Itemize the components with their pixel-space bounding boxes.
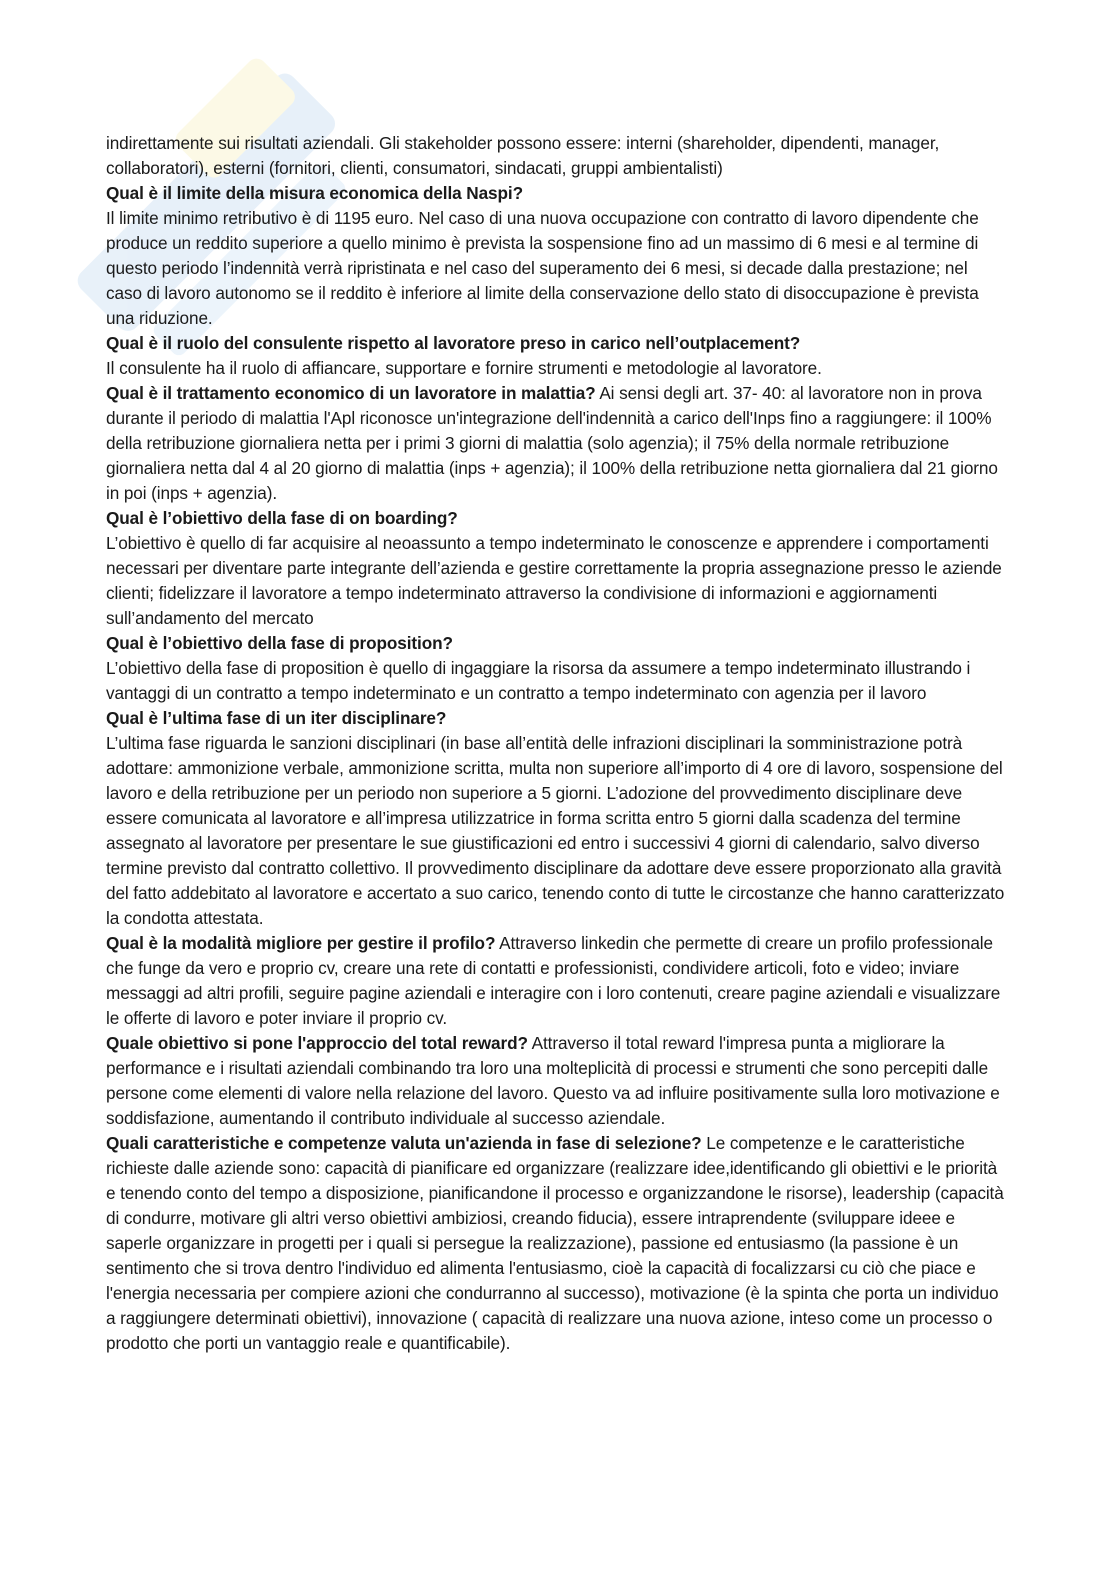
qa-block (106, 1031, 1008, 1131)
qa-block (106, 631, 1008, 706)
document-body (106, 131, 1008, 1356)
answer-text: Il limite minimo retributivo è di 1195 euro. Nel caso di una nuova occupazione con contratto di lavoro dipendente che produce un reddito superiore a quello minimo è prevista la sospensione fino ad un massimo di 6 mesi e al termine di questo periodo l’indennità verrà ripristinata e nel caso del superamento dei 6 mesi, si decade dalla prestazione; nel caso di lavoro autonomo se il reddito è inferiore al limite della conservazione dello stato di disoccupazione è prevista una riduzione. (106, 208, 979, 328)
question-text: Qual è l’obiettivo della fase di on boarding? (106, 508, 458, 528)
answer-text: Attraverso il total reward l'impresa punta a migliorare la performance e i risultati aziendali combinando tra loro una molteplicità di processi e strumenti che sono percepiti dalle persone come elementi di valore nella relazione del lavoro. Questo va ad influire positivamente sulla loro motivazione e soddisfazione, aumentando il contributo individuale al successo aziendale. (106, 1033, 1000, 1128)
qa-block (106, 931, 1008, 1031)
qa-block (106, 1131, 1008, 1356)
qa-block (106, 506, 1008, 631)
qa-block (106, 381, 1008, 506)
answer-text: Le competenze e le caratteristiche richieste dalle aziende sono: capacità di pianificare ed organizzare (realizzare idee,identificando gli obiettivi e le priorità e tenendo conto del tempo a disposizione, pianificandone il processo e organizzandone le risorse), leadership (capacità di condurre, motivare gli altri verso obiettivi ambiziosi, creando fiducia), essere intraprendente (sviluppare ideee e saperle organizzare in progetti per i quali si persegue la realizzazione), passione ed entusiasmo (la passione è un sentimento che si trova dentro l'individuo ed alimenta l'entusiasmo, cioè la capacità di focalizzarsi cu ciò che piace e l'energia necessaria per compiere azioni che condurranno al successo), motivazione (è la spinta che porta un individuo a raggiungere determinati obiettivi), innovazione ( capacità di realizzare una nuova azione, inteso come un processo o prodotto che porti un vantaggio reale e quantificabile). (106, 1133, 1004, 1353)
question-text: Qual è il limite della misura economica della Naspi? (106, 183, 523, 203)
question-text: Qual è l’obiettivo della fase di proposition? (106, 633, 453, 653)
question-text: Quale obiettivo si pone l'approccio del total reward? (106, 1033, 528, 1053)
question-text: Qual è l’ultima fase di un iter disciplinare? (106, 708, 447, 728)
answer-text: Ai sensi degli art. 37- 40: al lavoratore non in prova durante il periodo di malattia l'Apl riconosce un'integrazione dell'indennità a carico dell'Inps fino a raggiungere: il 100% della retribuzione giornaliera netta per i primi 3 giorni di malattia (solo agenzia); il 75% della normale retribuzione giornaliera netta dal 4 al 20 giorno di malattia (inps + agenzia); il 100% della retribuzione netta giornaliera dal 21 giorno in poi (inps + agenzia). (106, 383, 998, 503)
intro-paragraph: indirettamente sui risultati aziendali. Gli stakeholder possono essere: interni (shareholder, dipendenti, manager, collaboratori), esterni (fornitori, clienti, consumatori, sindacati, gruppi ambientalisti) (106, 133, 940, 178)
answer-text: L’obiettivo è quello di far acquisire al neoassunto a tempo indeterminato le conoscenze e apprendere i comportamenti necessari per diventare parte integrante dell’azienda e gestire correttamente la propria assegnazione presso le aziende clienti; fidelizzare il lavoratore a tempo indeterminato attraverso la condivisione di informazioni e aggiornamenti sull’andamento del mercato (106, 533, 1002, 628)
qa-block (106, 181, 1008, 331)
answer-text: Il consulente ha il ruolo di affiancare, supportare e fornire strumenti e metodologie al lavoratore. (106, 358, 822, 378)
qa-block (106, 331, 1008, 381)
answer-text: L’obiettivo della fase di proposition è quello di ingaggiare la risorsa da assumere a tempo indeterminato illustrando i vantaggi di un contratto a tempo indeterminato e un contratto a tempo indeterminato con agenzia per il lavoro (106, 658, 971, 703)
answer-text: Attraverso linkedin che permette di creare un profilo professionale che funge da vero e proprio cv, creare una rete di contatti e professionisti, condividere articoli, foto e video; inviare messaggi ad altri profili, seguire pagine aziendali e interagire con i loro contenuti, creare pagine aziendali e visualizzare le offerte di lavoro e poter inviare il proprio cv. (106, 933, 1001, 1028)
question-text: Qual è il trattamento economico di un lavoratore in malattia? (106, 383, 596, 403)
question-text: Qual è il ruolo del consulente rispetto al lavoratore preso in carico nell’outplacement? (106, 333, 801, 353)
question-text: Qual è la modalità migliore per gestire il profilo? (106, 933, 496, 953)
question-text: Quali caratteristiche e competenze valuta un'azienda in fase di selezione? (106, 1133, 702, 1153)
answer-text: L’ultima fase riguarda le sanzioni disciplinari (in base all’entità delle infrazioni disciplinari la somministrazione potrà adottare: ammonizione verbale, ammonizione scritta, multa non superiore all’importo di 4 ore di lavoro, sospensione del lavoro e della retribuzione per un periodo non superiore a 5 giorni. L’adozione del provvedimento disciplinare deve essere comunicata al lavoratore e all’impresa utilizzatrice in forma scritta entro 5 giorni dalla scadenza del termine assegnato al lavoratore per presentare le sue giustificazioni ed entro i successivi 4 giorni di calendario, salvo diverso termine previsto dal contratto collettivo. Il provvedimento disciplinare da adottare deve essere proporzionato alla gravità del fatto addebitato al lavoratore e accertato a suo carico, tenendo conto di tutte le circostanze che hanno caratterizzato la condotta attestata. (106, 733, 1005, 928)
qa-block (106, 706, 1008, 931)
